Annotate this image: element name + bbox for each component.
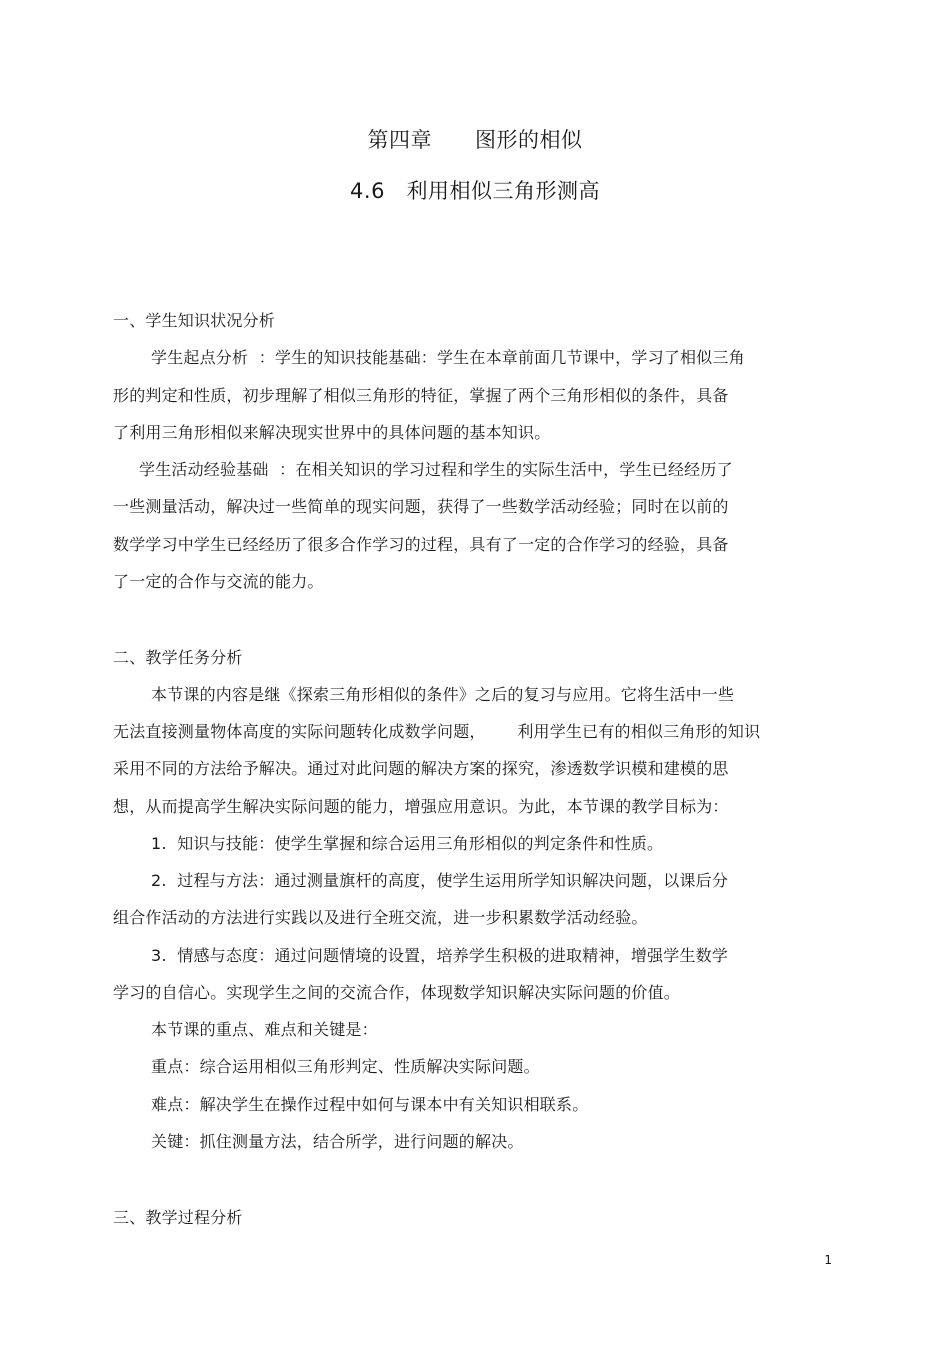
paragraph-line: 本节课的重点、难点和关键是： [151,1020,378,1039]
section-heading-1: 一、学生知识状况分析 [113,311,276,330]
objective-item: 2. 过程与方法：通过测量旗杆的高度，使学生运用所学知识解决问题，以课后分 [151,871,729,890]
paragraph-line: 本节课的内容是继《探索三角形相似的条件》之后的复习与应用。它将生活中一些 [151,685,735,704]
paragraph-line: 形的判定和性质，初步理解了相似三角形的特征，掌握了两个三角形相似的条件，具备 [113,386,729,405]
section-heading-2: 二、教学任务分析 [113,648,243,667]
objective-item: 3. 情感与态度：通过问题情境的设置，培养学生积极的进取精神，增强学生数学 [151,946,729,965]
key-line: 关键：抓住测量方法，结合所学，进行问题的解决。 [151,1132,524,1151]
paragraph-line: 采用不同的方法给予解决。通过对此问题的解决方案的探究，渗透数学识模和建模的思 [113,759,729,778]
page-number: 1 [824,1253,832,1267]
paragraph-line: 学生起点分析 ：学生的知识技能基础：学生在本章前面几节课中，学习了相似三角 [151,348,745,367]
paragraph-line: 了一定的合作与交流的能力。 [113,572,324,591]
chapter-title: 第四章 图形的相似 [367,128,583,152]
paragraph-line: 学生活动经验基础 ：在相关知识的学习过程和学生的实际生活中，学生已经经历了 [139,460,733,479]
paragraph-line: 想，从而提高学生解决实际问题的能力，增强应用意识。为此，本节课的教学目标为： [113,797,729,816]
paragraph-line: 组合作活动的方法进行实践以及进行全班交流，进一步积累数学活动经验。 [113,908,648,927]
paragraph-line: 学习的自信心。实现学生之间的交流合作，体现数学知识解决实际问题的价值。 [113,983,681,1002]
section-heading-3: 三、教学过程分析 [113,1208,243,1227]
paragraph-line: 一些测量活动，解决过一些简单的现实问题，获得了一些数学活动经验；同时在以前的 [113,497,729,516]
paragraph-line: 数学学习中学生已经经历了很多合作学习的过程，具有了一定的合作学习的经验，具备 [113,535,729,554]
section-title: 4.6 利用相似三角形测高 [350,179,600,203]
objective-item: 1. 知识与技能：使学生掌握和综合运用三角形相似的判定条件和性质。 [151,834,664,853]
paragraph-line: 无法直接测量物体高度的实际问题转化成数学问题， 利用学生已有的相似三角形的知识 [113,722,761,741]
key-point-line: 重点：综合运用相似三角形判定、性质解决实际问题。 [151,1057,540,1076]
difficulty-line: 难点：解决学生在操作过程中如何与课本中有关知识相联系。 [151,1095,589,1114]
paragraph-line: 了利用三角形相似来解决现实世界中的具体问题的基本知识。 [113,423,551,442]
